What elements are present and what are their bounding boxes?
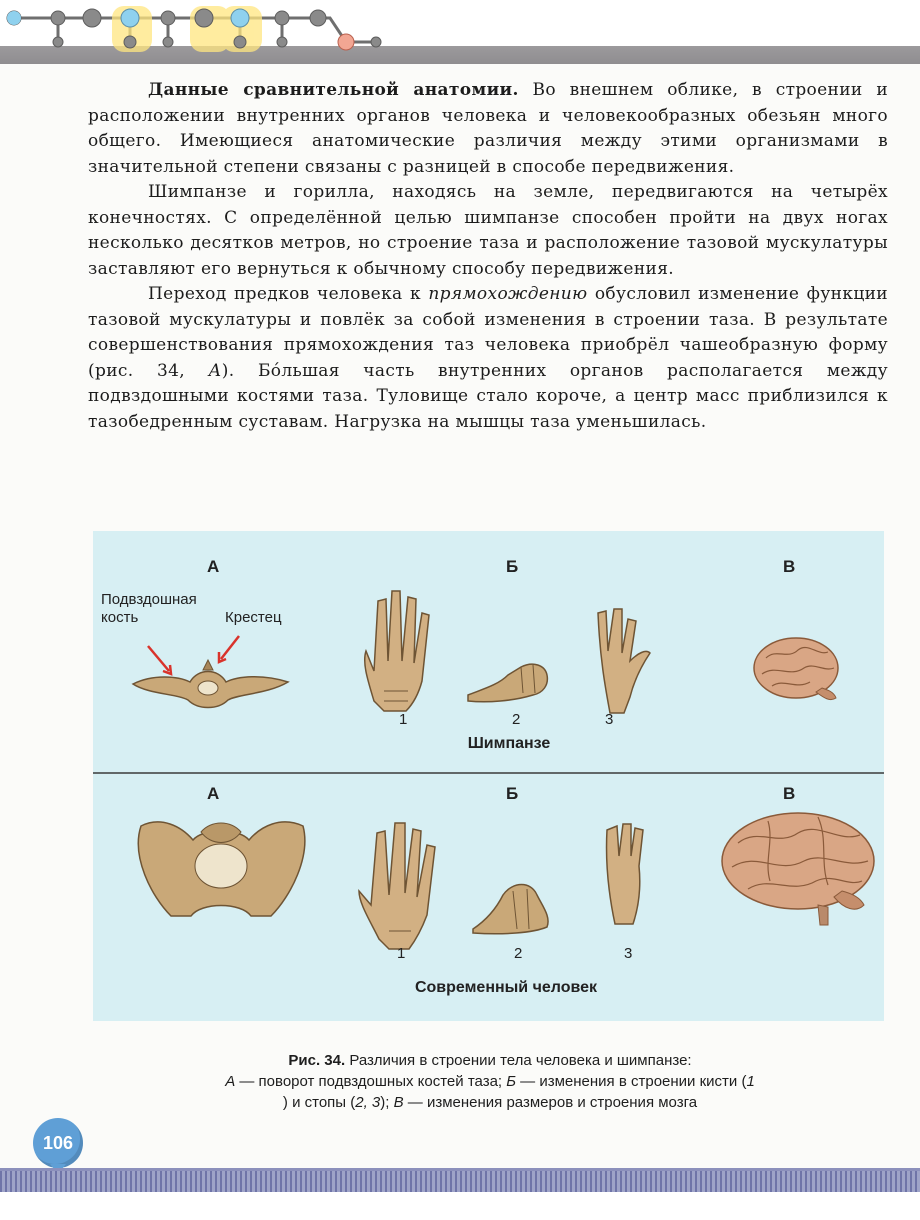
human-pelvis-image xyxy=(138,822,304,916)
human-group-title: Современный человек xyxy=(414,979,598,996)
chimp-brain-image xyxy=(754,638,838,700)
chimp-label-v: В xyxy=(783,557,796,576)
chimp-foot-side-image xyxy=(468,664,547,702)
bottom-margin xyxy=(0,1192,920,1220)
paragraph-1-text: Во внешнем облике, в строении и расположении внутренних органов человека и человекообразных обезьян много общего. Имеющиеся анатомические различия между этими организмами в значительной степени связаны с разницей в способе передвижения. xyxy=(88,80,888,177)
caption-key-b: Б xyxy=(506,1073,517,1090)
human-label-a: А xyxy=(207,784,220,803)
iliac-bone-label: Подвздошная кость xyxy=(101,591,197,626)
caption-key-a: А xyxy=(225,1073,236,1090)
page-number-badge: 106 xyxy=(33,1118,83,1168)
human-foot-top-image xyxy=(606,824,643,924)
chimp-num-1: 1 xyxy=(399,711,408,728)
caption-line-1: Различия в строении тела человека и шимпанзе: xyxy=(345,1052,692,1069)
header-bar xyxy=(0,0,920,64)
caption-text-v: — изменения размеров и строения мозга xyxy=(403,1094,698,1111)
chimp-group-title: Шимпанзе xyxy=(467,735,551,752)
human-brain-image xyxy=(722,813,874,925)
figure-caption xyxy=(120,1050,860,1113)
chimp-hand-image xyxy=(365,591,429,711)
human-num-3: 3 xyxy=(624,945,633,962)
caption-text-a: — поворот подвздошных костей таза; xyxy=(235,1073,507,1090)
caption-text-b-mid: ) и стопы ( xyxy=(282,1094,356,1111)
chimp-pelvis-image xyxy=(133,660,288,708)
chimp-label-b: Б xyxy=(506,557,519,576)
caption-hand-num: 1 xyxy=(746,1073,755,1090)
body-text xyxy=(88,78,888,435)
paragraph-1 xyxy=(88,78,888,180)
human-label-b: Б xyxy=(506,784,519,803)
human-foot-side-image xyxy=(473,885,548,934)
paragraph-2 xyxy=(88,180,888,282)
chimp-num-3: 3 xyxy=(605,711,614,728)
paragraph-3-post: обусловил изменение функции тазовой мускулатуры и повлёк за собой изменения в строении таза. В результате совершенствования прямохождения таз человека приобрёл чашеобразную форму (рис. 34, xyxy=(88,284,888,381)
human-label-v: В xyxy=(783,784,796,803)
caption-title: Рис. 34. xyxy=(288,1052,346,1069)
chimp-sacrum-arrow xyxy=(219,636,239,662)
human-hand-image xyxy=(359,823,435,949)
human-num-2: 2 xyxy=(514,945,523,962)
paragraph-3-pre: Переход предков человека к xyxy=(148,284,429,304)
section-lead: Данные сравнительной анатомии. xyxy=(148,80,519,100)
chimp-iliac-arrow xyxy=(148,646,171,674)
caption-text-b: — изменения в строении кисти ( xyxy=(516,1073,747,1090)
bottom-ruler xyxy=(0,1168,920,1195)
paragraph-2-text: Шимпанзе и горилла, находясь на земле, передвигаются на четырёх конечностях. С определённой целью шимпанзе способен пройти на двух ногах несколько десятков метров, но строение таза и расположение тазовой мускулатуры заставляют его вернуться к обычному способу передвижения. xyxy=(88,182,888,279)
key-term: прямохождению xyxy=(428,284,588,304)
sacrum-label: Крестец xyxy=(225,609,282,626)
chimp-num-2: 2 xyxy=(512,711,521,728)
paragraph-3 xyxy=(88,282,888,435)
figure-34 xyxy=(93,531,884,1021)
human-num-1: 1 xyxy=(397,945,406,962)
caption-text-b-end: ); xyxy=(380,1094,394,1111)
caption-key-v: В xyxy=(393,1094,404,1111)
caption-foot-nums: 2, 3 xyxy=(355,1094,381,1111)
chimp-foot-top-image xyxy=(598,609,650,713)
paragraph-3-end: ). Бóльшая часть внутренних органов располагается между подвздошными костями таза. Туловище стало короче, а центр масс приблизился к тазобедренным суставам. Нагрузка на мышцы таза уменьшилась. xyxy=(88,360,888,432)
molecule-chain-icon xyxy=(0,0,400,64)
chimp-label-a: А xyxy=(207,557,220,576)
figure-ref: А xyxy=(208,360,222,381)
